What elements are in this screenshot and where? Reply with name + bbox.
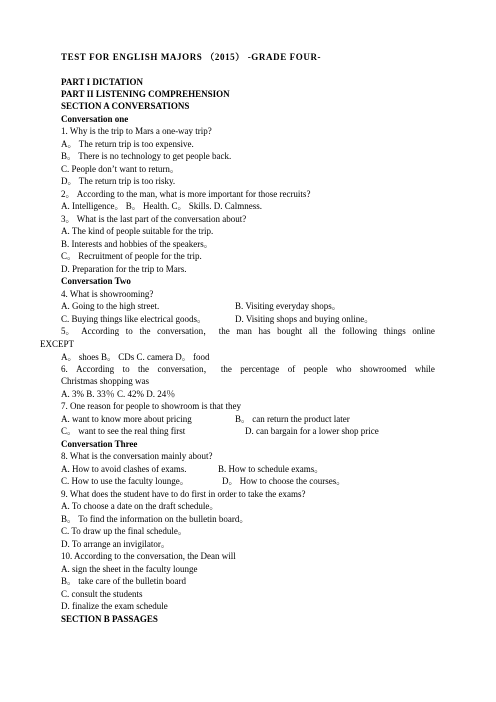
- question-7: 7. One reason for people to showroom is that they: [61, 401, 241, 411]
- question-6-word: of: [287, 364, 296, 374]
- question-4: 4. What is showrooming?: [61, 289, 154, 299]
- question-5-word: the: [139, 326, 151, 336]
- question-5-word: bought: [277, 326, 303, 336]
- question-5-word: conversation，: [157, 326, 213, 336]
- question-7-option-b: B。 can return the product later: [235, 414, 350, 424]
- question-8-option-b: B. How to schedule exams。: [218, 464, 324, 474]
- question-6-word: to: [122, 364, 130, 374]
- question-5-word: following: [342, 326, 378, 336]
- question-6-continuation: Christmas shopping was: [61, 376, 150, 386]
- section-a-heading: SECTION A CONVERSATIONS: [61, 101, 190, 111]
- question-6-word: who: [336, 364, 352, 374]
- question-5-word: the: [324, 326, 336, 336]
- question-8: 8. What is the conversation mainly about?: [61, 451, 213, 461]
- question-6-word: people: [303, 364, 328, 374]
- question-6: [61, 364, 435, 375]
- question-6-word: According: [76, 364, 115, 374]
- question-5-continuation: EXCEPT: [40, 339, 75, 349]
- question-1: 1. Why is the trip to Mars a one-way trip?: [61, 126, 212, 136]
- question-10: 10. According to the conversation, the Dean will: [61, 551, 236, 561]
- question-6-word: the: [220, 364, 232, 374]
- question-1-option-c: C. People don’t want to return。: [61, 164, 179, 174]
- test-title: TEST FOR ENGLISH MAJORS （2015） -GRADE FOUR-: [61, 52, 322, 62]
- question-2: 2。 According to the man, what is more important for those recruits?: [61, 189, 311, 199]
- question-3-option-b: B. Interests and hobbies of the speakers。: [61, 239, 213, 249]
- question-1-option-a: A。 The return trip is too expensive.: [61, 139, 194, 149]
- question-5-word: online: [412, 326, 435, 336]
- conversation-one-heading: Conversation one: [61, 114, 129, 124]
- question-10-option-b: B。 take care of the bulletin board: [61, 576, 186, 586]
- question-5-word: things: [383, 326, 406, 336]
- question-5: [61, 326, 435, 337]
- question-6-word: the: [138, 364, 150, 374]
- question-5-word: has: [258, 326, 271, 336]
- question-2-options: A. Intelligence。 B。 Health. C。 Skills. D. Calmness.: [61, 201, 262, 211]
- part-2-heading: PART II LISTENING COMPREHENSION: [61, 89, 230, 99]
- question-9-option-d: D. To arrange an invigilator。: [61, 539, 170, 549]
- conversation-two-heading: Conversation Two: [61, 276, 131, 286]
- question-5-word: to: [125, 326, 133, 336]
- conversation-three-heading: Conversation Three: [61, 439, 138, 449]
- question-3-option-a: A. The kind of people suitable for the trip.: [61, 226, 214, 236]
- question-6-word: showroomed: [359, 364, 407, 374]
- question-5-word: man: [236, 326, 252, 336]
- question-4-option-b: B. Visiting everyday shops。: [235, 301, 341, 311]
- question-8-option-a: A. How to avoid clashes of exams.: [61, 464, 187, 474]
- question-7-option-c: C。 want to see the real thing first: [61, 426, 186, 436]
- section-b-heading: SECTION B PASSAGES: [61, 614, 158, 624]
- question-4-option-c: C. Buying things like electrical goods。: [61, 314, 206, 324]
- question-6-word: percentage: [240, 364, 280, 374]
- question-9-option-c: C. To draw up the final schedule。: [61, 526, 187, 536]
- question-1-option-b: B。 There is no technology to get people back.: [61, 151, 232, 161]
- question-10-option-c: C. consult the students: [61, 589, 143, 599]
- question-9-option-a: A. To choose a date on the draft schedule。: [61, 501, 219, 511]
- question-3: 3。 What is the last part of the conversation about?: [61, 214, 247, 224]
- question-10-option-d: D. finalize the exam schedule: [61, 601, 168, 611]
- question-6-word: conversation，: [157, 364, 213, 374]
- question-8-option-c: C. How to use the faculty lounge。: [61, 476, 189, 486]
- question-4-option-a: A. Going to the high street.: [61, 301, 160, 311]
- question-7-option-d: D. can bargain for a lower shop price: [245, 426, 379, 436]
- question-8-option-d: D。 How to choose the courses。: [222, 476, 346, 486]
- question-5-word: According: [81, 326, 120, 336]
- question-9-option-b: B。 To find the information on the bulletin board。: [61, 514, 249, 524]
- question-7-option-a: A. want to know more about pricing: [61, 414, 192, 424]
- question-6-options: A. 3% B. 33％ C. 42% D. 24％: [61, 389, 176, 399]
- question-5-word: the: [218, 326, 230, 336]
- part-1-heading: PART I DICTATION: [61, 77, 144, 87]
- question-3-option-d: D. Preparation for the trip to Mars.: [61, 264, 187, 274]
- question-9: 9. What does the student have to do first in order to take the exams?: [61, 489, 306, 499]
- question-3-option-c: C。 Recruitment of people for the trip.: [61, 251, 202, 261]
- question-6-word: while: [414, 364, 435, 374]
- question-5-word: 5。: [61, 326, 75, 336]
- question-6-word: 6.: [61, 364, 68, 374]
- question-4-option-d: D. Visiting shops and buying online。: [235, 314, 374, 324]
- question-5-word: all: [308, 326, 318, 336]
- question-10-option-a: A. sign the sheet in the faculty lounge: [61, 564, 198, 574]
- question-1-option-d: D。 The return trip is too risky.: [61, 176, 176, 186]
- question-5-options: A。 shoes B。 CDs C. camera D。 food: [61, 352, 210, 362]
